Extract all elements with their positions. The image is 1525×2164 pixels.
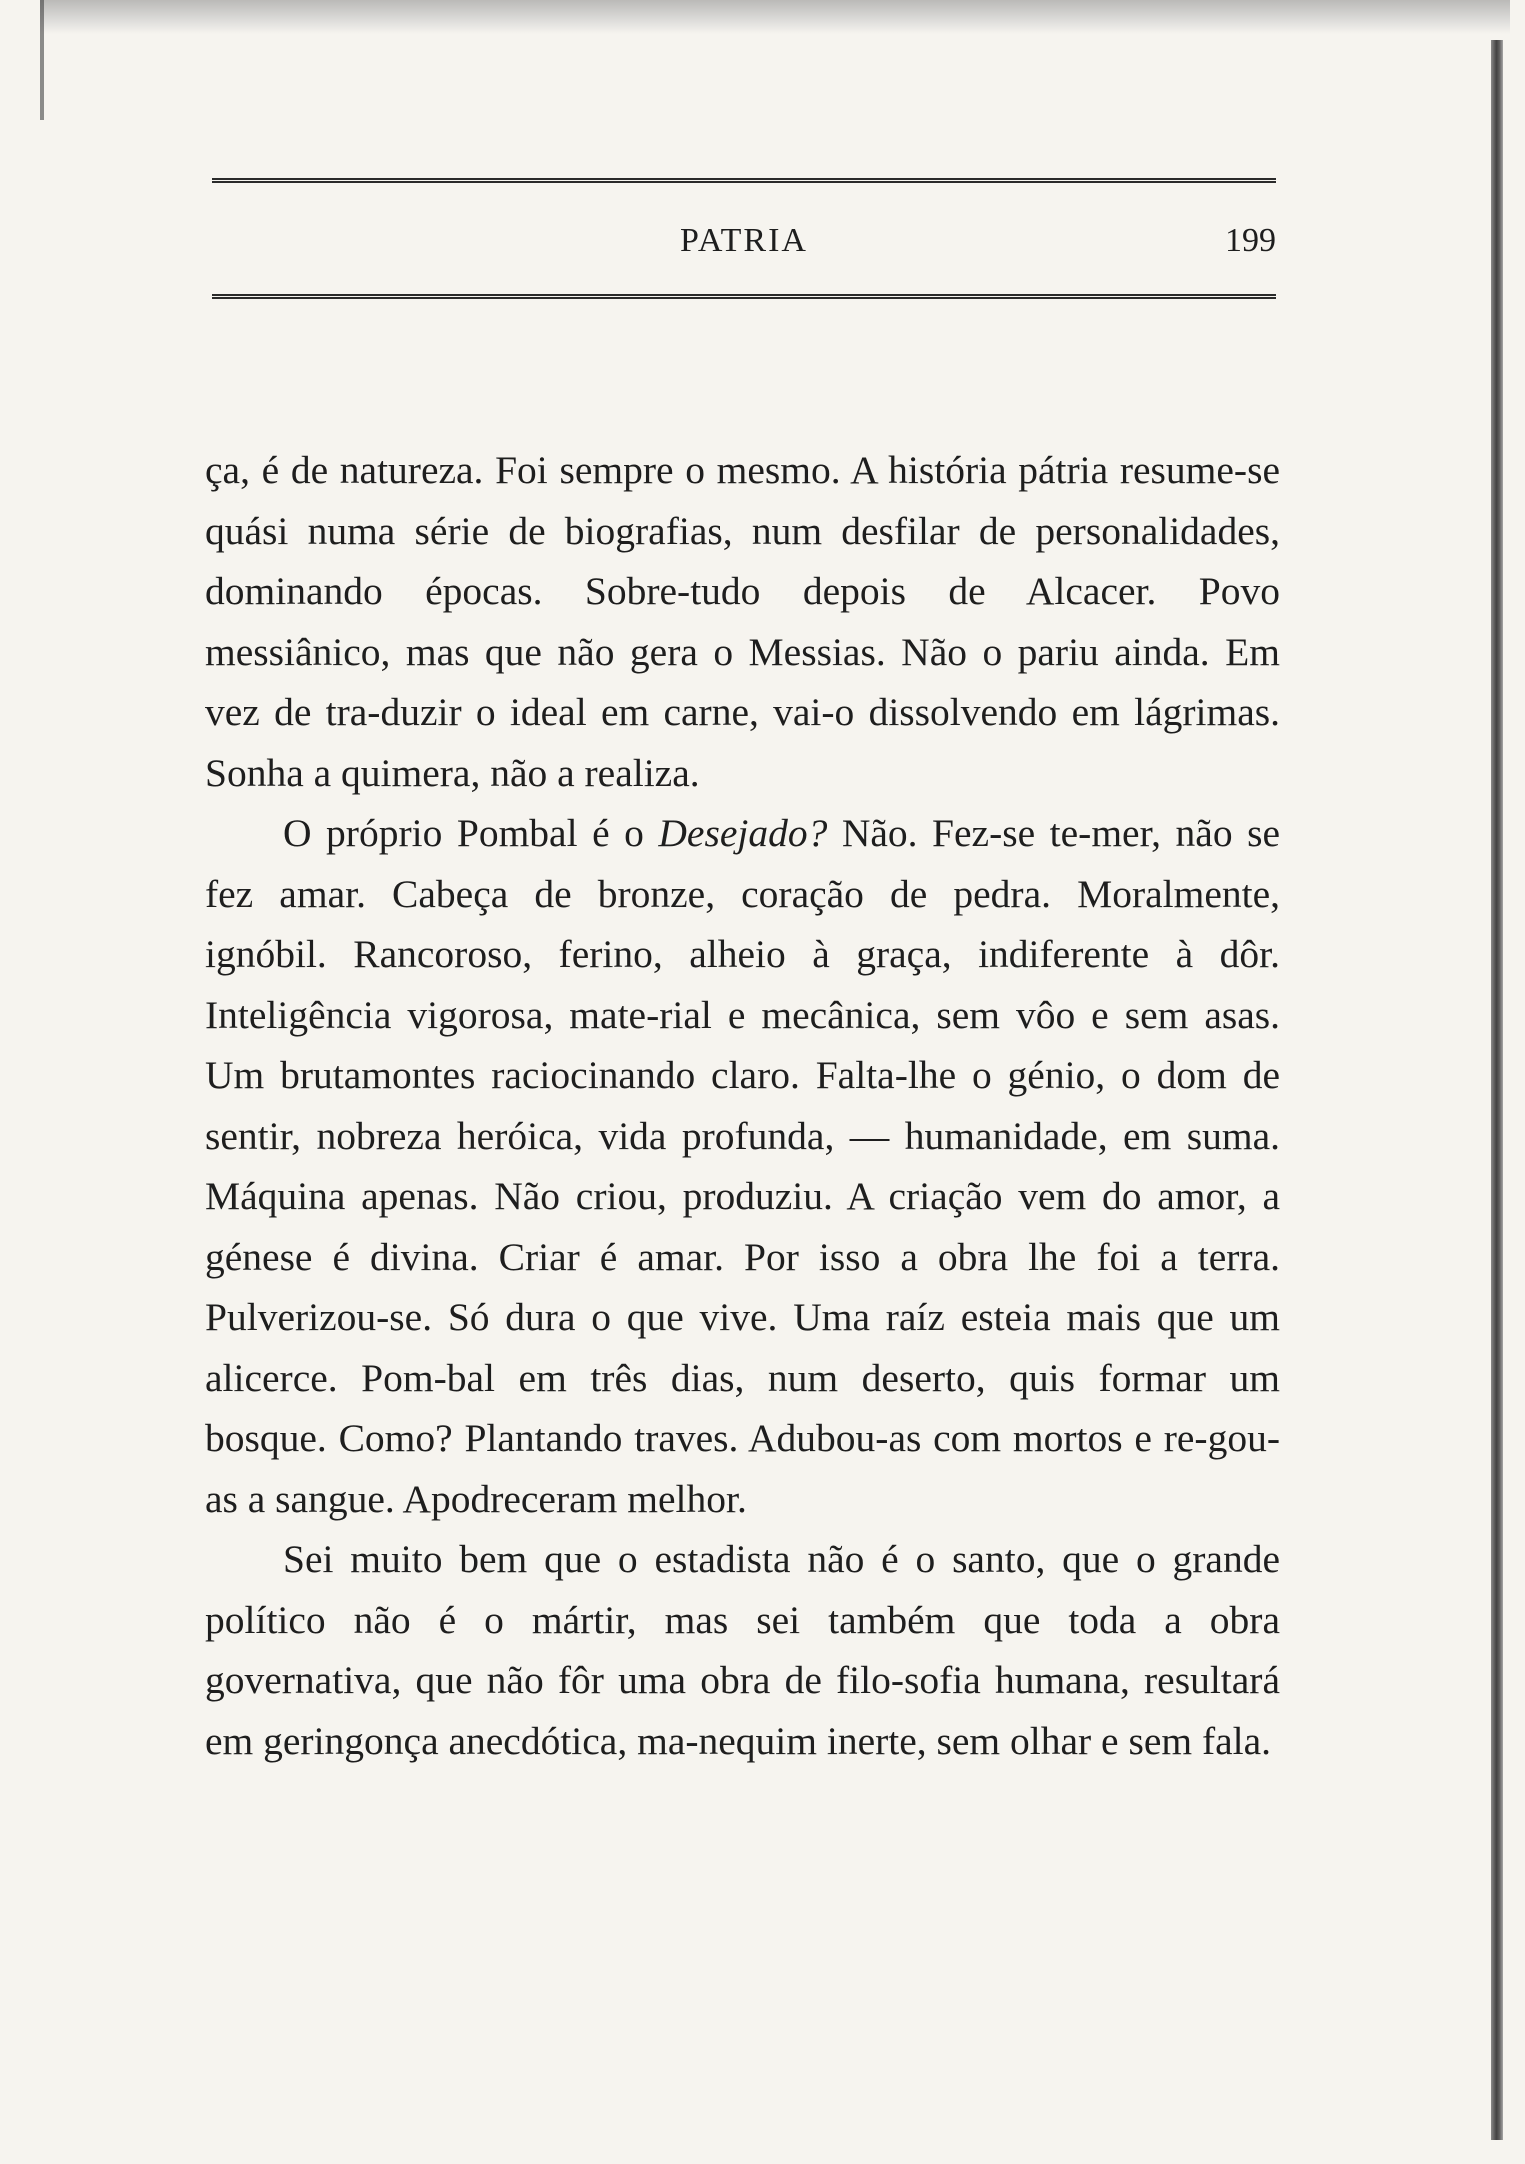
page-header xyxy=(212,178,1276,308)
paragraph-2 xyxy=(205,803,1280,1529)
emphasis-desejado: Desejado? xyxy=(658,811,828,855)
scan-shadow-top xyxy=(40,0,1510,34)
scan-shadow-left xyxy=(40,0,44,120)
paragraph-2-start: O próprio Pombal é o xyxy=(283,811,659,855)
paragraph-2-rest: Não. Fez-se te-mer, não se fez amar. Cabeça de bronze, coração de pedra. Moralmente, ignóbil. Rancoroso, ferino, alheio à graça, indiferente à dôr. Inteligência vigorosa, mate-rial e mecânica, sem vôo e sem asas. Um brutamontes raciocinando claro. Falta-lhe o génio, o dom de sentir, nobreza heróica, vida profunda, — humanidade, em suma. Máquina apenas. Não criou, produziu. A criação vem do amor, a génese é divina. Criar é amar. Por isso a obra lhe foi a terra. Pulverizou-se. Só dura o que vive. Uma raíz esteia mais que um alicerce. Pom-bal em três dias, num deserto, quis formar um bosque. Como? Plantando traves. Adubou-as com mortos e re-gou-as a sangue. Apodreceram melhor. xyxy=(205,811,1280,1521)
running-title: PATRIA xyxy=(680,222,808,259)
paragraph-1: ça, é de natureza. Foi sempre o mesmo. A história pátria resume-se quási numa série de biografias, num desfilar de personalidades, dominando épocas. Sobre-tudo depois de Alcacer. Povo messiânico, mas que não gera o Messias. Não o pariu ainda. Em vez de tra-duzir o ideal em carne, vai-o dissolvendo em lágrimas. Sonha a quimera, não a realiza. xyxy=(205,448,1280,795)
scan-shadow-right xyxy=(1491,40,1503,2140)
header-rule-top xyxy=(212,178,1276,183)
body-text xyxy=(205,440,1280,1771)
paragraph-3: Sei muito bem que o estadista não é o santo, que o grande político não é o mártir, mas sei também que toda a obra governativa, que não fôr uma obra de filo-sofia humana, resultará em geringonça anecdótica, ma-nequim inerte, sem olhar e sem fala. xyxy=(205,1537,1280,1763)
header-rule-bottom xyxy=(212,294,1276,299)
page-number: 199 xyxy=(1225,222,1276,259)
